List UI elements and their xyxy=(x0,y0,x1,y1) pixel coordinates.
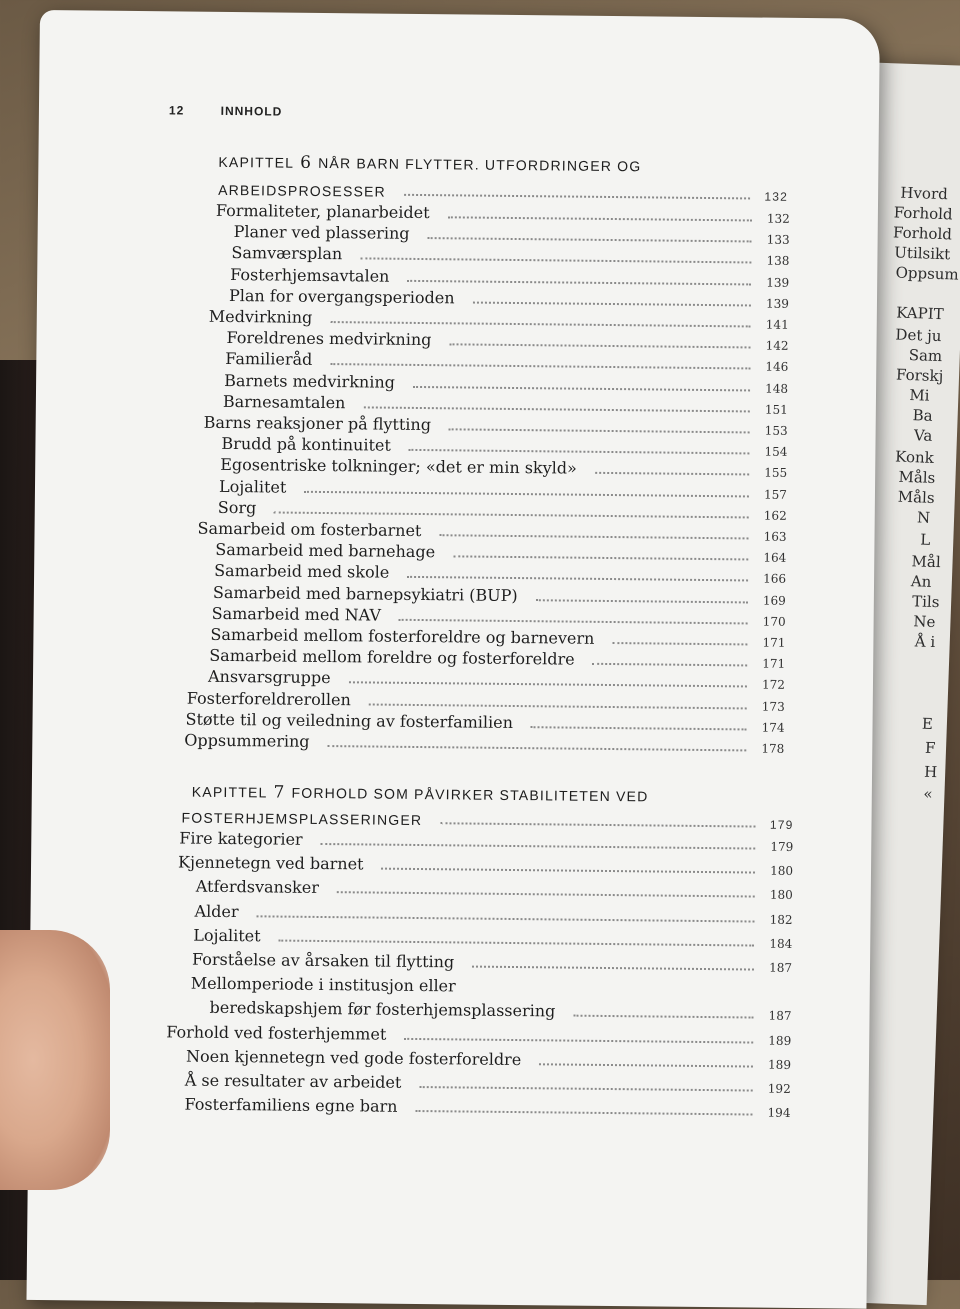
running-head xyxy=(169,103,283,118)
chapter-label: KAPITTEL xyxy=(218,154,294,171)
right-page-fragment: Tils xyxy=(912,592,940,611)
page-ref: 138 xyxy=(765,254,789,268)
right-page-fragment: Konk xyxy=(895,448,934,467)
leader-dots xyxy=(473,301,751,306)
toc-entry-title: Fosterforeldrerollen xyxy=(187,688,351,709)
right-page-fragment: Forhold xyxy=(893,223,952,243)
leader-dots xyxy=(404,194,750,200)
toc-entry-title: Støtte til og veiledning av fosterfamilien xyxy=(185,709,513,731)
toc-entry-title: Barns reaksjoner på flytting xyxy=(204,413,431,434)
right-page-fragment: E xyxy=(922,715,934,733)
leader-dots xyxy=(415,1110,752,1116)
toc-entry-title: Egosentriske tolkninger; «det er min skyld» xyxy=(220,455,577,478)
leader-dots xyxy=(593,663,748,667)
page-ref: 142 xyxy=(764,339,788,353)
right-page-fragment: Va xyxy=(914,426,933,445)
page-ref: 180 xyxy=(769,864,793,878)
toc-entry-title: Samarbeid med barnepsykiatri (BUP) xyxy=(213,582,518,604)
chapter7-entries xyxy=(40,10,880,19)
right-page-fragment: An xyxy=(911,572,932,591)
right-page-fragment: « xyxy=(923,785,933,803)
toc-entry xyxy=(193,922,792,950)
page-ref: 163 xyxy=(762,530,786,544)
toc-entry-title: Kjennetegn ved barnet xyxy=(178,853,364,874)
page-ref: 155 xyxy=(763,466,787,480)
toc-entry-title: Plan for overgangsperioden xyxy=(229,286,455,307)
running-head-title: INNHOLD xyxy=(221,104,283,119)
page-ref: 169 xyxy=(762,593,786,607)
leader-dots xyxy=(449,428,750,433)
page-ref: 174 xyxy=(760,720,784,734)
toc-entry xyxy=(196,874,793,902)
right-page-fragment: Forhold xyxy=(893,203,952,223)
chapter-title-line2: ARBEIDSPROSESSER xyxy=(218,182,386,200)
leader-dots xyxy=(531,726,747,730)
toc-entry-title: Barnets medvirkning xyxy=(224,371,395,392)
leader-dots xyxy=(449,343,750,348)
toc-entry-title: Fosterhjemsavtalen xyxy=(230,265,389,286)
page-ref: 170 xyxy=(762,614,786,628)
leader-dots xyxy=(404,1037,753,1043)
right-page-fragment: Oppsum xyxy=(895,263,959,283)
leader-dots xyxy=(413,386,750,392)
toc-entry-title: Lojalitet xyxy=(219,476,287,496)
right-page-fragment: Hvord xyxy=(900,184,948,204)
right-page-fragment: F xyxy=(925,739,936,757)
chapter7-heading xyxy=(192,782,649,807)
toc-entry-title: Noen kjennetegn ved gode fosterforeldre xyxy=(186,1046,521,1069)
leader-dots xyxy=(536,599,748,603)
right-page-fragment: Det ju xyxy=(895,326,942,346)
page-ref: 187 xyxy=(767,1009,791,1023)
toc-entry xyxy=(209,995,791,1023)
page-ref: 171 xyxy=(761,657,785,671)
page-number: 12 xyxy=(169,103,185,117)
leader-dots xyxy=(474,992,754,995)
page-ref: 162 xyxy=(763,508,787,522)
page-ref: 178 xyxy=(760,742,784,756)
toc-entry-title: Barnesamtalen xyxy=(223,392,346,412)
toc-entry-title: Medvirkning xyxy=(209,307,313,327)
page-ref: 172 xyxy=(761,678,785,692)
page-ref: 154 xyxy=(763,445,787,459)
page-ref: 139 xyxy=(765,296,789,310)
page-ref: 148 xyxy=(764,381,788,395)
page-ref: 179 xyxy=(769,840,793,854)
right-page-fragment: Ba xyxy=(912,406,933,425)
chapter-title-line2: FOSTERHJEMSPLASSERINGER xyxy=(181,810,422,829)
chapter6-entries xyxy=(40,10,880,19)
leader-dots xyxy=(427,237,751,242)
page-ref: 192 xyxy=(767,1082,791,1096)
page-ref: 153 xyxy=(764,424,788,438)
toc-entry-title: Lojalitet xyxy=(193,925,261,945)
leader-dots xyxy=(337,892,755,898)
leader-dots xyxy=(321,843,756,850)
page-ref: 133 xyxy=(766,233,790,247)
chapter-title-line1: NÅR BARN FLYTTER. UTFORDRINGER OG xyxy=(318,155,641,174)
toc-entry-title: Samarbeid med barnehage xyxy=(215,540,435,561)
page-ref: 171 xyxy=(761,636,785,650)
leader-dots xyxy=(381,868,755,874)
thumb xyxy=(0,930,110,1190)
toc-entry-title: Alder xyxy=(194,901,238,920)
page-ref: 164 xyxy=(762,551,786,565)
right-page-fragment: Måls xyxy=(898,468,935,487)
page-ref: 182 xyxy=(768,912,792,926)
chapter-label: KAPITTEL xyxy=(192,784,268,801)
leader-dots xyxy=(612,642,747,645)
toc-entry-title: Oppsummering xyxy=(184,731,309,751)
page-ref: 132 xyxy=(764,190,788,204)
page-ref: 132 xyxy=(766,212,790,226)
toc-entry-title: Brudd på kontinuitet xyxy=(221,434,391,455)
toc-entry-title: Forhold ved fosterhjemmet xyxy=(166,1022,386,1043)
toc-entry-title: Formaliteter, planarbeidet xyxy=(216,201,430,222)
leader-dots xyxy=(328,745,747,751)
toc-entry-title: Familieråd xyxy=(225,349,312,369)
toc-entry xyxy=(184,1092,790,1120)
toc-entry-title: Foreldrenes medvirkning xyxy=(226,328,431,349)
right-page-fragment: L xyxy=(920,530,931,548)
page-ref: 151 xyxy=(764,402,788,416)
toc-entry-title: Å se resultater av arbeidet xyxy=(185,1071,402,1092)
toc-entry-title: Planer ved plassering xyxy=(234,222,410,243)
right-page-fragment: Måls xyxy=(898,488,935,507)
right-page-fragment: Forskj xyxy=(896,366,944,386)
toc-entry-title: Fire kategorier xyxy=(179,829,303,849)
toc-entry-title: Mellomperiode i institusjon eller xyxy=(191,974,456,996)
toc-entry xyxy=(194,898,792,926)
chapter6-heading xyxy=(218,152,641,176)
page-ref: 194 xyxy=(766,1106,790,1120)
leader-dots xyxy=(573,1015,753,1019)
book-page xyxy=(26,10,879,1309)
toc-entry-title: beredskapshjem før fosterhjemsplassering xyxy=(209,998,555,1021)
leader-dots xyxy=(257,915,755,922)
right-page-fragment: Sam xyxy=(908,346,942,365)
leader-dots xyxy=(453,556,748,561)
toc-entry-title: Atferdsvansker xyxy=(196,877,319,897)
toc-entry xyxy=(178,850,793,878)
toc-entry-title: Samarbeid om fosterbarnet xyxy=(197,519,421,540)
leader-dots xyxy=(419,1086,752,1091)
page-ref: 189 xyxy=(767,1057,791,1071)
toc-entry-title: Ansvarsgruppe xyxy=(208,667,331,687)
page-ref: 166 xyxy=(762,572,786,586)
page-ref: 139 xyxy=(765,275,789,289)
toc-entry-title: Samarbeid med NAV xyxy=(212,604,381,625)
leader-dots xyxy=(407,576,748,582)
right-page-fragment: KAPIT xyxy=(896,304,944,324)
page-ref: 189 xyxy=(767,1033,791,1047)
chapter-number: 6 xyxy=(300,153,312,173)
page-ref: 187 xyxy=(768,961,792,975)
right-page-fragment: Mål xyxy=(911,552,941,571)
leader-dots xyxy=(539,1063,753,1067)
page-ref: 157 xyxy=(763,487,787,501)
leader-dots xyxy=(439,534,748,539)
page-ref: 184 xyxy=(768,936,792,950)
leader-dots xyxy=(440,822,755,827)
page-ref: 173 xyxy=(761,699,785,713)
toc-entry xyxy=(186,1043,791,1071)
toc-entry xyxy=(192,947,792,975)
right-page-fragment: N xyxy=(917,508,931,526)
toc-entry-title: Samarbeid mellom foreldre og fosterforeldre xyxy=(209,646,575,669)
toc-entry-title: Forståelse av årsaken til flytting xyxy=(192,950,454,972)
page-ref: 141 xyxy=(765,318,789,332)
toc-entry-title: Sorg xyxy=(218,498,257,517)
toc-entry-title: Samarbeid med skole xyxy=(214,561,389,582)
right-page-fragment: H xyxy=(924,763,938,781)
toc-entry-title: Fosterfamiliens egne barn xyxy=(184,1095,397,1116)
leader-dots xyxy=(448,216,752,221)
leader-dots xyxy=(595,472,749,476)
chapter-number: 7 xyxy=(273,782,285,802)
toc-entry-title: Samværsplan xyxy=(231,243,342,263)
page-ref: 180 xyxy=(769,888,793,902)
right-page-fragment: Mi xyxy=(909,386,930,405)
page-ref: 179 xyxy=(769,818,793,832)
leader-dots xyxy=(472,966,754,971)
right-page-fragment: Utilsikt xyxy=(894,243,950,263)
toc-entry xyxy=(191,971,792,999)
page-ref: 146 xyxy=(764,360,788,374)
right-page-fragment: Ne xyxy=(913,612,936,631)
chapter-title-line1: FORHOLD SOM PÅVIRKER STABILITETEN VED xyxy=(291,785,648,805)
leader-dots xyxy=(279,939,755,946)
right-page-fragment: Å i xyxy=(914,632,935,651)
leader-dots xyxy=(409,449,750,455)
toc-entry-title: Samarbeid mellom fosterforeldre og barnevern xyxy=(210,625,594,648)
toc-entry xyxy=(185,1068,791,1096)
